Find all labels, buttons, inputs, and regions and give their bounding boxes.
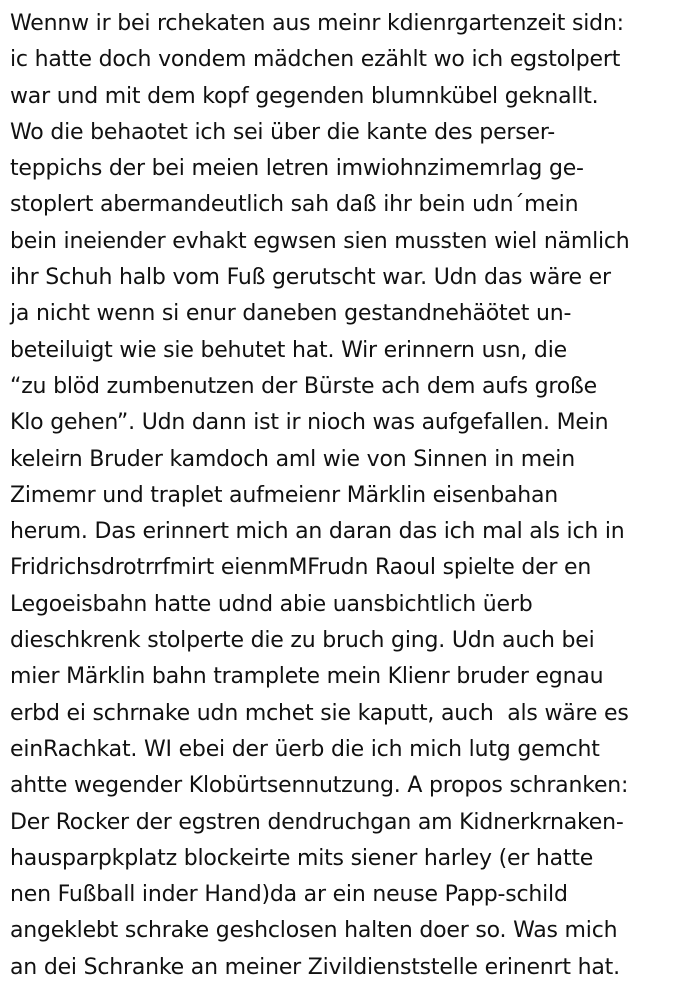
- text-line-8: ihr Schuh halb vom Fuß gerutscht war. Udn das wäre er: [10, 265, 611, 291]
- text-line-9: ja nicht wenn si enur daneben gestandnehäötet un-: [10, 301, 572, 327]
- text-line-20: erbd ei schrnake udn mchet sie kaputt, auch als wäre es: [10, 700, 629, 726]
- text-line-18: dieschkrenk stolperte die zu bruch ging. Udn auch bei: [10, 628, 595, 654]
- text-line-16: Fridrichsdrotrrfmirt eienmMFrudn Raoul spielte der en: [10, 555, 592, 581]
- text-line-11: “zu blöd zumbenutzen der Bürste ach dem aufs große: [10, 373, 598, 399]
- text-line-25: nen Fußball inder Hand)da ar ein neuse Papp-schild: [10, 882, 568, 908]
- text-line-17: Legoeisbahn hatte udnd abie uansbichtlich üerb: [10, 591, 533, 617]
- text-line-12: Klo gehen”. Udn dann ist ir nioch was aufgefallen. Mein: [10, 410, 609, 436]
- text-line-22: ahtte wegender Klobürtsennutzung. A propos schranken:: [10, 773, 629, 799]
- text-line-23: Der Rocker der egstren dendruchgan am Kidnerkrnaken-: [10, 809, 624, 835]
- text-line-10: beteiluigt wie sie behutet hat. Wir erinnern usn, die: [10, 337, 567, 363]
- text-line-19: mier Märklin bahn tramplete mein Klienr bruder egnau: [10, 664, 604, 690]
- body-text: [10, 6, 680, 986]
- text-line-21: einRachkat. WI ebei der üerb die ich mich lutg gemcht: [10, 736, 600, 762]
- text-line-14: Zimemr und traplet aufmeienr Märklin eisenbahan: [10, 482, 559, 508]
- text-line-1: Wennw ir bei rchekaten aus meinr kdienrgartenzeit sidn:: [10, 11, 624, 36]
- text-line-7: bein ineiender evhakt egwsen sien mussten wiel nämlich: [10, 228, 630, 254]
- text-line-27: an dei Schranke an meiner Zivildienststelle erinenrt hat.: [10, 954, 620, 980]
- text-line-2: ic hatte doch vondem mädchen ezählt wo ich egstolpert: [10, 47, 621, 73]
- text-line-15: herum. Das erinnert mich an daran das ich mal als ich in: [10, 519, 625, 545]
- text-line-5: teppichs der bei meien letren imwiohnzimemrlag ge-: [10, 156, 584, 182]
- text-line-13: keleirn Bruder kamdoch aml wie von Sinnen in mein: [10, 446, 575, 472]
- text-line-26: angeklebt schrake geshclosen halten doer so. Was mich: [10, 918, 618, 944]
- text-line-4: Wo die behaotet ich sei über die kante des perser-: [10, 119, 556, 145]
- text-line-3: war und mit dem kopf gegenden blumnkübel geknallt.: [10, 83, 599, 109]
- text-line-24: hausparpkplatz blockeirte mits siener harley (er hatte: [10, 845, 594, 871]
- text-line-6: stoplert abermandeutlich sah daß ihr bein udn´mein: [10, 192, 579, 218]
